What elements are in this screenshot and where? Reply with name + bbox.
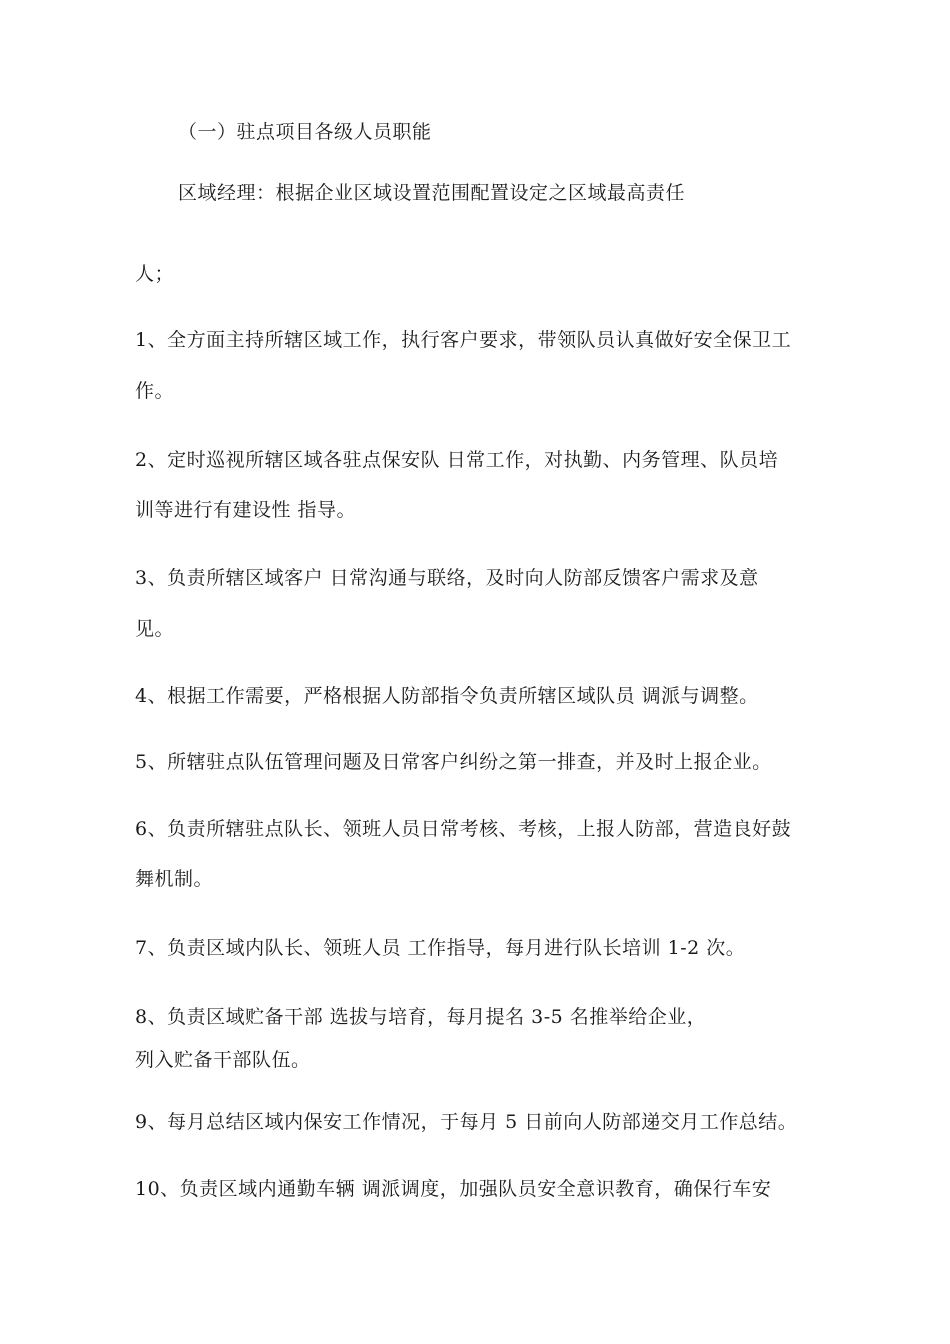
list-item-7: 7、负责区域内队长、领班人员 工作指导，每月进行队长培训 1-2 次。 (135, 937, 746, 959)
list-item-3-line-2: 见。 (135, 618, 175, 640)
intro-line-1: 区域经理：根据企业区域设置范围配置设定之区域最高责任 (178, 182, 686, 204)
list-item-10-line-1: 10、负责区域内通勤车辆 调派调度，加强队员安全意识教育，确保行车安 (135, 1178, 772, 1200)
list-item-1-line-1: 1、全方面主持所辖区域工作，执行客户要求，带领队员认真做好安全保卫工 (135, 329, 792, 351)
intro-line-2: 人； (135, 263, 175, 285)
list-item-9: 9、每月总结区域内保安工作情况，于每月 5 日前向人防部递交月工作总结。 (135, 1111, 798, 1133)
list-item-1-line-2: 作。 (135, 380, 175, 402)
list-item-4: 4、根据工作需要，严格根据人防部指令负责所辖区域队员 调派与调整。 (135, 685, 759, 707)
section-title: （一）驻点项目各级人员职能 (178, 121, 432, 143)
list-item-6-line-2: 舞机制。 (135, 868, 214, 890)
list-item-8-line-2: 列入贮备干部队伍。 (135, 1049, 311, 1071)
list-item-8-line-1: 8、负责区域贮备干部 选拔与培育，每月提名 3-5 名推举给企业， (135, 1006, 707, 1028)
list-item-2-line-1: 2、定时巡视所辖区域各驻点保安队 日常工作，对执勤、内务管理、队员培 (135, 449, 779, 471)
list-item-3-line-1: 3、负责所辖区域客户 日常沟通与联络，及时向人防部反馈客户需求及意 (135, 567, 759, 589)
list-item-6-line-1: 6、负责所辖驻点队长、领班人员日常考核、考核，上报人防部，营造良好鼓 (135, 818, 792, 840)
list-item-5: 5、所辖驻点队伍管理问题及日常客户纠纷之第一排查，并及时上报企业。 (135, 751, 772, 773)
list-item-2-line-2: 训等进行有建设性 指导。 (135, 499, 357, 521)
